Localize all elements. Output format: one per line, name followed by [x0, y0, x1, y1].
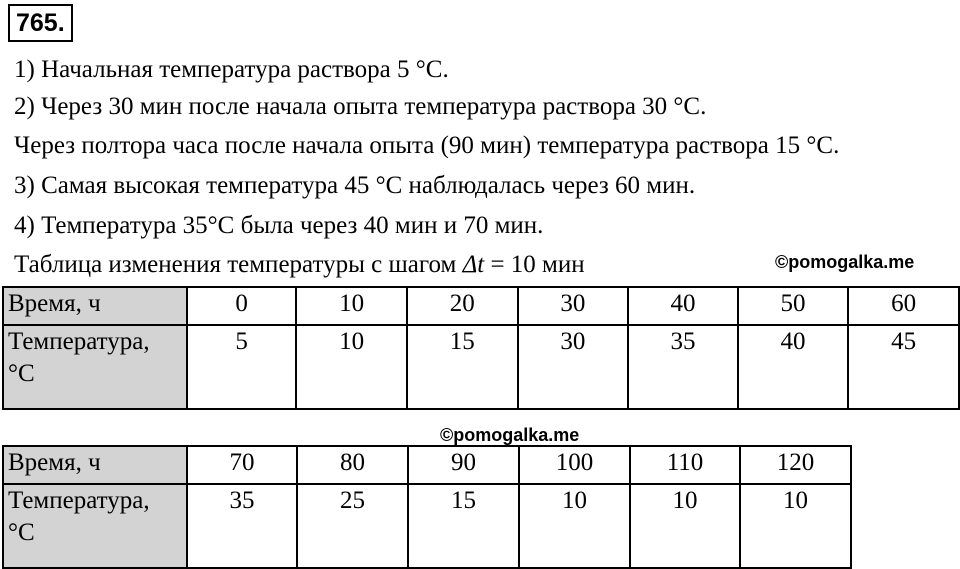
- temp-cell: 10: [740, 484, 851, 568]
- time-cell: 50: [738, 287, 849, 325]
- time-cell: 120: [740, 446, 851, 484]
- temp-header-line-1: Температура,: [8, 487, 150, 514]
- temp-header-line-1: Температура,: [8, 328, 150, 355]
- time-cell: 90: [408, 446, 519, 484]
- watermark-top: ©pomogalka.me: [775, 252, 915, 272]
- answer-line-5: 4) Температура 35°С была через 40 мин и 70 мин.: [14, 212, 544, 239]
- table-row: [3, 287, 959, 325]
- time-cell: 60: [848, 287, 959, 325]
- temp-cell: 30: [518, 325, 629, 409]
- temp-cell: 35: [187, 484, 297, 568]
- temp-header-line-2: °С: [8, 519, 35, 546]
- temp-header-cell: [3, 484, 187, 568]
- temp-header-line-2: °С: [8, 360, 35, 387]
- temp-cell: 15: [407, 325, 518, 409]
- table-row: [3, 325, 959, 409]
- time-cell: 70: [187, 446, 297, 484]
- temp-cell: 10: [519, 484, 630, 568]
- temperature-table-1: [2, 286, 960, 410]
- table-caption: [14, 250, 585, 280]
- time-cell: 10: [296, 287, 407, 325]
- table-row: [3, 484, 851, 568]
- temp-header-cell: [3, 325, 187, 409]
- time-header-cell: Время, ч: [3, 446, 187, 484]
- answer-line-2: 2) Через 30 мин после начала опыта температура раствора 30 °С.: [14, 93, 707, 120]
- time-cell: 100: [519, 446, 630, 484]
- table-caption-prefix: Таблица изменения температуры с шагом: [14, 251, 463, 278]
- time-cell: 110: [630, 446, 740, 484]
- table-caption-suffix: = 10 мин: [484, 251, 585, 278]
- answer-line-4: 3) Самая высокая температура 45 °С наблюдалась через 60 мин.: [14, 172, 696, 199]
- time-header-cell: Время, ч: [3, 287, 187, 325]
- temp-cell: 45: [848, 325, 959, 409]
- temp-cell: 40: [738, 325, 849, 409]
- temp-cell: 15: [408, 484, 519, 568]
- time-cell: 40: [628, 287, 738, 325]
- watermark-middle: ©pomogalka.me: [440, 425, 580, 445]
- time-cell: 20: [407, 287, 518, 325]
- temp-cell: 10: [630, 484, 740, 568]
- temp-cell: 10: [296, 325, 407, 409]
- problem-number: 765.: [8, 4, 73, 42]
- answer-line-3: Через полтора часа после начала опыта (90 мин) температура раствора 15 °С.: [14, 132, 840, 159]
- time-cell: 0: [187, 287, 297, 325]
- time-cell: 80: [297, 446, 408, 484]
- answer-line-1: 1) Начальная температура раствора 5 °С.: [14, 56, 449, 83]
- table-row: [3, 446, 851, 484]
- temp-cell: 5: [187, 325, 297, 409]
- delta-t-symbol: Δt: [462, 251, 485, 278]
- time-cell: 30: [518, 287, 629, 325]
- temp-cell: 25: [297, 484, 408, 568]
- temp-cell: 35: [628, 325, 738, 409]
- temperature-table-2: [2, 445, 852, 569]
